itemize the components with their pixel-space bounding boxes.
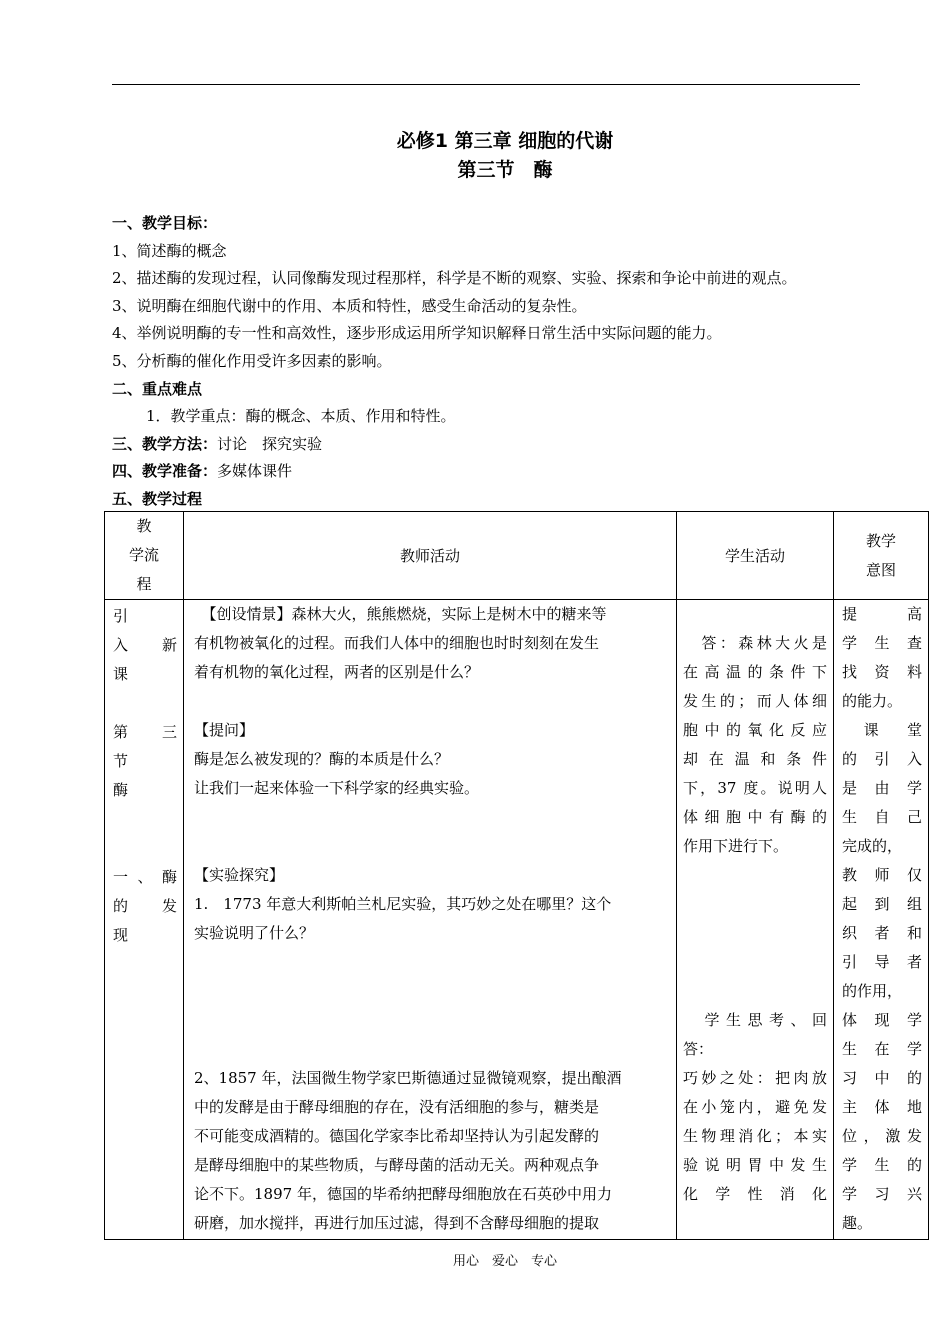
cell-line: 入 新 <box>113 636 177 654</box>
cell-line: 引导者 <box>842 953 922 971</box>
cell-line: 教师仅 <box>842 866 922 884</box>
footer-motto: 用心 爱心 专心 <box>452 1254 557 1269</box>
cell-line <box>683 890 827 919</box>
cell-line: 在高温的条件下 <box>683 663 827 681</box>
objectives-heading: 一、教学目标： <box>112 214 218 232</box>
cell-line <box>194 832 668 861</box>
cell-line: 酶 <box>113 781 129 799</box>
process-heading: 五、教学过程 <box>112 489 203 508</box>
teacher-activity-cell <box>184 600 677 1240</box>
cell-line: 第 三 <box>113 723 177 741</box>
prep-heading: 四、教学准备： <box>112 462 218 481</box>
cell-line: 生物理消化；本实 <box>683 1127 827 1145</box>
cell-line: 胞中的氧化反应 <box>683 721 827 739</box>
doc-title: 必修1 第三章 细胞的代谢 <box>396 130 614 152</box>
cell-line: 让我们一起来体验一下科学家的经典实验。 <box>194 779 480 797</box>
cell-line: 巧妙之处：把肉放 <box>683 1069 827 1087</box>
method-value: 讨论 探究实验 <box>217 434 323 453</box>
cell-line: 【提问】 <box>194 721 255 739</box>
cell-line: 位，激发 <box>842 1127 922 1145</box>
method-heading: 三、教学方法： <box>112 434 218 453</box>
cell-line: 作用下进行下。 <box>683 837 789 855</box>
header-student-activity: 学生活动 <box>677 512 834 600</box>
cell-line: 学生思考、回 <box>683 1011 827 1029</box>
flow-cell <box>105 600 184 1240</box>
cell-line: 答：森林大火是 <box>683 634 827 652</box>
cell-line: 却在温和条件 <box>683 750 827 768</box>
cell-line: 着有机物的氧化过程，两者的区别是什么？ <box>194 663 480 681</box>
cell-line <box>194 1035 668 1064</box>
cell-line: 学生查 <box>842 634 922 652</box>
cell-line <box>194 1006 668 1035</box>
cell-line: 现 <box>113 926 129 944</box>
cell-line: 趣。 <box>842 1214 873 1232</box>
cell-line: 提 高 <box>842 605 922 623</box>
cell-line: 主体地 <box>842 1098 922 1116</box>
cell-line <box>194 687 668 716</box>
table-row <box>105 600 929 1240</box>
cell-line: 发生的；而人体细 <box>683 692 827 710</box>
cell-line: 验说明胃中发生 <box>683 1156 827 1174</box>
cell-line: 完成的， <box>842 837 903 855</box>
teaching-process-table <box>104 511 929 1240</box>
cell-line: 是由学 <box>842 779 922 797</box>
cell-line: 有机物被氧化的过程。而我们人体中的细胞也时时刻刻在发生 <box>194 634 600 652</box>
cell-line: 的作用， <box>842 982 903 1000</box>
cell-line <box>113 689 177 718</box>
intent-cell <box>834 600 929 1240</box>
prep-value: 多媒体课件 <box>217 462 293 481</box>
cell-line: 起到组 <box>842 895 922 913</box>
cell-line: 的能力。 <box>842 692 903 710</box>
cell-line: 不可能变成酒精的。德国化学家李比希却坚持认为引起发酵的 <box>194 1127 600 1145</box>
header-teacher-activity: 教师活动 <box>184 512 677 600</box>
cell-line: 学习兴 <box>842 1185 922 1203</box>
cell-line: 【创设情景】森林大火，熊熊燃烧，实际上是树木中的糖来等 <box>194 605 607 623</box>
cell-line: 学生的 <box>842 1156 922 1174</box>
table-header-row <box>105 512 929 600</box>
cell-line: 的引入 <box>842 750 922 768</box>
cell-line: 织者和 <box>842 924 922 942</box>
cell-line: 习中的 <box>842 1069 922 1087</box>
cell-line: 【实验探究】 <box>194 866 285 884</box>
cell-line: 论不下。1897 年，德国的毕希纳把酵母细胞放在石英砂中用力 <box>194 1185 612 1203</box>
cell-line: 酶是怎么被发现的？酶的本质是什么？ <box>194 750 450 768</box>
cell-line <box>113 834 177 863</box>
header-intent: 教学 意图 <box>834 512 929 600</box>
cell-line <box>194 803 668 832</box>
cell-line <box>194 948 668 977</box>
cell-line <box>683 919 827 948</box>
cell-line: 生在学 <box>842 1040 922 1058</box>
cell-line: 课 <box>113 665 129 683</box>
prep-line <box>112 458 872 486</box>
cell-line: 一、酶 <box>113 868 177 886</box>
method-line <box>112 431 872 459</box>
objective-item: 3、说明酶在细胞代谢中的作用、本质和特性，感受生命活动的复杂性。 <box>112 296 587 315</box>
cell-line: 是酵母细胞中的某些物质，与酵母菌的活动无关。两种观点争 <box>194 1156 600 1174</box>
cell-line <box>683 977 827 1006</box>
header-flow: 教 学流 程 <box>105 512 184 600</box>
cell-line: 2、1857 年，法国微生物学家巴斯德通过显微镜观察，提出酿酒 <box>194 1069 622 1087</box>
cell-line: 生自己 <box>842 808 922 826</box>
objective-item: 1、简述酶的概念 <box>112 241 227 260</box>
cell-line <box>683 600 827 629</box>
header-rule <box>112 84 860 85</box>
cell-line: 1. 1773 年意大利斯帕兰札尼实验，其巧妙之处在哪里？这个 <box>194 895 612 913</box>
section-title: 第三节 酶 <box>457 159 553 181</box>
cell-line <box>113 805 177 834</box>
cell-line: 课 堂 <box>842 721 922 739</box>
key-point-item: 1．教学重点：酶的概念、本质、作用和特性。 <box>146 407 456 426</box>
objective-item: 2、描述酶的发现过程，认同像酶发现过程那样，科学是不断的观察、实验、探索和争论中前进的观点。 <box>112 269 797 288</box>
cell-line: 答： <box>683 1040 714 1058</box>
cell-line: 在小笼内，避免发 <box>683 1098 827 1116</box>
cell-line: 的 发 <box>113 897 177 915</box>
objective-item: 4、举例说明酶的专一性和高效性，逐步形成运用所学知识解释日常生活中实际问题的能力。 <box>112 324 722 343</box>
cell-line: 节 <box>113 752 129 770</box>
cell-line: 研磨，加水搅拌，再进行加压过滤，得到不含酵母细胞的提取 <box>194 1214 600 1232</box>
cell-line <box>683 861 827 890</box>
cell-line: 找资料 <box>842 663 922 681</box>
objective-item: 5、分析酶的催化作用受许多因素的影响。 <box>112 351 392 370</box>
cell-line: 引 <box>113 607 129 625</box>
cell-line: 体细胞中有酶的 <box>683 808 827 826</box>
cell-line: 实验说明了什么？ <box>194 924 315 942</box>
cell-line: 中的发酵是由于酵母细胞的存在，没有活细胞的参与，糖类是 <box>194 1098 600 1116</box>
lesson-plan-body <box>112 210 872 514</box>
cell-line: 化学性消化 <box>683 1185 827 1203</box>
cell-line <box>683 948 827 977</box>
cell-line <box>194 977 668 1006</box>
key-points-heading: 二、重点难点 <box>112 379 203 398</box>
cell-line: 下，37 度。说明人 <box>683 779 827 797</box>
cell-line: 体现学 <box>842 1011 922 1029</box>
student-activity-cell <box>677 600 834 1240</box>
